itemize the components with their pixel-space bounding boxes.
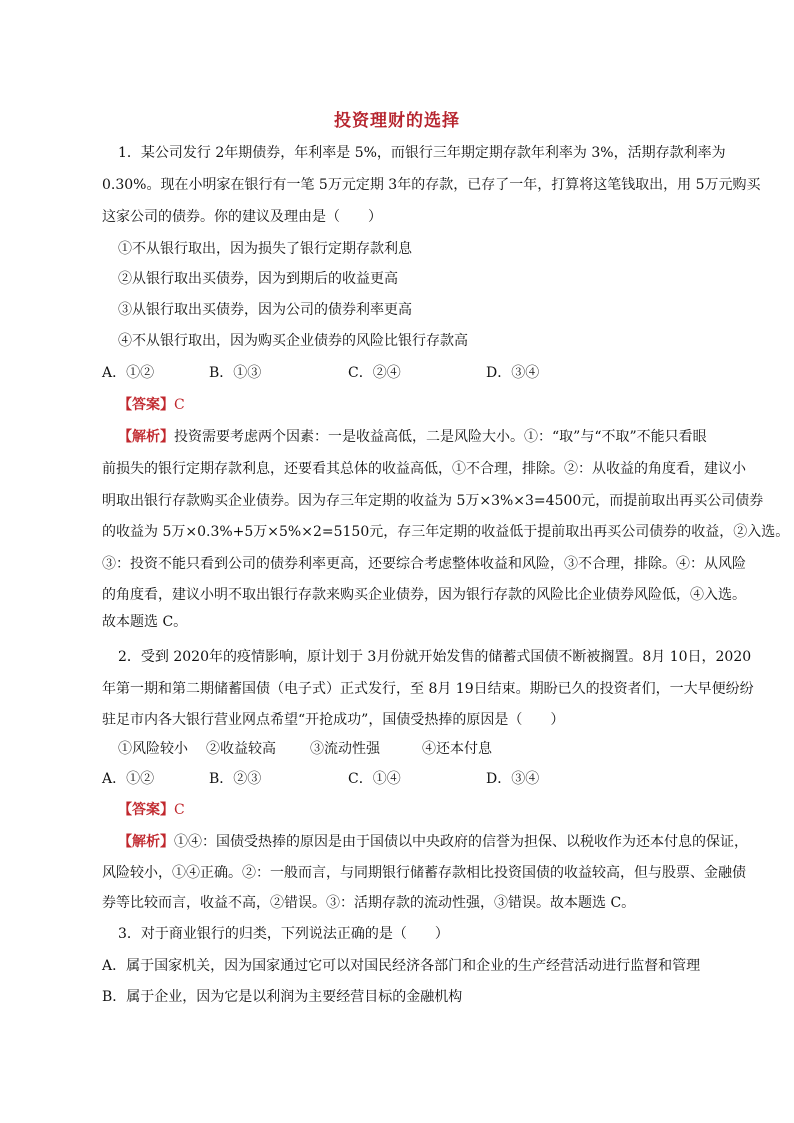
q2-stem-line-2: 年第一期和第二期储蓄国债（电子式）正式发行，至 8月 19日结束。期盼已久的投资者们，一大早便纷纷: [102, 681, 754, 697]
q1-stem-line-3: 这家公司的债券。你的建议及理由是（ ）: [102, 209, 382, 225]
q1-option-b: B．①③: [209, 365, 262, 381]
q2-analysis-line-3: 券等比较而言，收益不高，②错误。③：活期存款的流动性强，③错误。故本题选 C。: [102, 895, 636, 911]
q2-option-c: C．①④: [348, 771, 401, 787]
q1-option-a: A．①②: [102, 365, 155, 381]
q3-option-a: A．属于国家机关，因为国家通过它可以对国民经济各部门和企业的生产经营活动进行监督和管理: [102, 958, 701, 974]
q1-statement-1: ①不从银行取出，因为损失了银行定期存款利息: [118, 241, 412, 257]
q1-statement-2: ②从银行取出买债券，因为到期后的收益更高: [118, 271, 398, 287]
q1-option-d: D．③④: [486, 365, 540, 381]
q2-analysis-label: 【解析】: [118, 834, 174, 850]
q1-analysis-line-6: 的角度看，建议小明不取出银行存款来购买企业债券，因为银行存款的风险比企业债券风险低，④入选。: [102, 587, 746, 603]
q2-option-b: B．②③: [209, 771, 262, 787]
q1-answer: [118, 396, 185, 414]
q1-statement-4: ④不从银行取出，因为购买企业债券的风险比银行存款高: [118, 333, 468, 349]
q1-analysis-line-2: 前损失的银行定期存款利息，还要看其总体的收益高低，①不合理，排除。②：从收益的角度看，建议小: [102, 461, 746, 477]
q1-answer-value: C: [174, 397, 185, 413]
q1-stem-line-2: 0.30%。现在小明家在银行有一笔 5万元定期 3年的存款，已存了一年，打算将这笔钱取出，用 5万元购买: [102, 177, 761, 193]
q3-stem: 3．对于商业银行的归类，下列说法正确的是（ ）: [118, 926, 449, 942]
q2-analysis-text: ①④：国债受热捧的原因是由于国债以中央政府的信誉为担保、以税收作为还本付息的保证，: [174, 834, 748, 850]
q2-statement-3: ③流动性强: [310, 741, 380, 757]
q2-analysis-line-2: 风险较小，①④正确。②：一般而言，与同期银行储蓄存款相比投资国债的收益较高，但与股票、金融债: [102, 865, 746, 881]
q2-stem-line-3: 驻足市内各大银行营业网点希望“开抢成功”，国债受热捧的原因是（ ）: [102, 712, 565, 728]
q2-answer-value: C: [174, 802, 185, 818]
q1-analysis-line-4: 的收益为 5万×0.3%+5万×5%×2=5150元，存三年定期的收益低于提前取出再买公司债券的收益，②入选。: [102, 524, 790, 540]
q1-analysis-label: 【解析】: [118, 429, 174, 445]
page-title: 投资理财的选择: [334, 111, 460, 131]
q1-analysis-line-5: ③：投资不能只看到公司的债券利率更高，还要综合考虑整体收益和风险，③不合理，排除。④：从风险: [102, 556, 746, 572]
q2-option-a: A．①②: [102, 771, 155, 787]
q1-answer-label: 【答案】: [118, 397, 174, 413]
q2-option-d: D．③④: [486, 771, 540, 787]
q1-option-c: C．②④: [348, 365, 401, 381]
q1-statement-3: ③从银行取出买债券，因为公司的债券利率更高: [118, 302, 412, 318]
q2-statement-1: ①风险较小: [118, 741, 188, 757]
q1-analysis-line-7: 故本题选 C。: [102, 614, 188, 630]
q2-answer-label: 【答案】: [118, 802, 174, 818]
q2-statement-4: ④还本付息: [422, 741, 492, 757]
q2-analysis-line-1: [118, 833, 748, 851]
q2-answer: [118, 801, 185, 819]
q1-analysis-text: 投资需要考虑两个因素：一是收益高低，二是风险大小。①：“取”与“不取”不能只看眼: [174, 429, 707, 445]
q2-statement-2: ②收益较高: [206, 741, 276, 757]
q1-analysis-line-1: [118, 428, 707, 446]
q3-option-b: B．属于企业，因为它是以利润为主要经营目标的金融机构: [102, 989, 463, 1005]
q1-analysis-line-3: 明取出银行存款购买企业债券。因为存三年定期的收益为 5万×3%×3=4500元，而提前取出再买公司债券: [102, 493, 764, 509]
q1-stem-line-1: 1．某公司发行 2年期债券，年利率是 5%，而银行三年期定期存款年利率为 3%，活期存款利率为: [118, 145, 726, 161]
q2-stem-line-1: 2．受到 2020年的疫情影响，原计划于 3月份就开始发售的储蓄式国债不断被搁置。8月 10日，2020: [118, 649, 752, 665]
